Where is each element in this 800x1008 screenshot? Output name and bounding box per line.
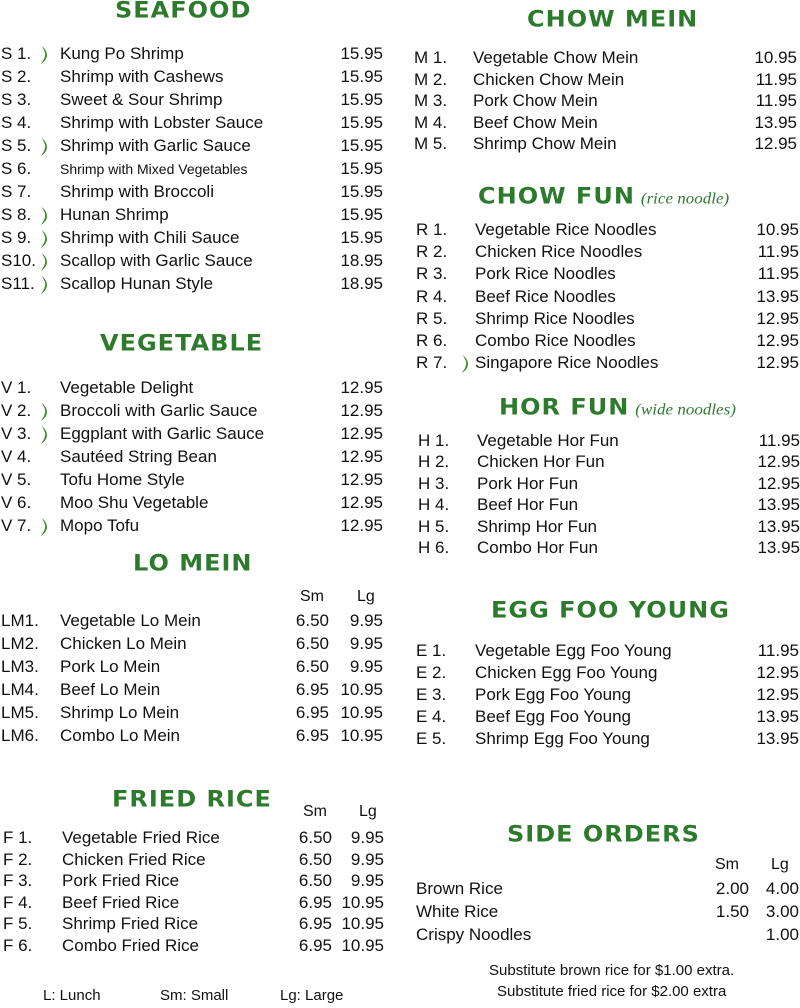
- item-code: V 1.: [1, 378, 32, 397]
- item-name: Vegetable Fried Rice: [62, 828, 220, 847]
- item-name: Vegetable Chow Mein: [473, 48, 639, 67]
- menu-item: [416, 352, 799, 374]
- item-code: S 5.: [1, 136, 32, 155]
- item-name: Mopo Tofu: [60, 516, 140, 535]
- item-code: F 4.: [3, 892, 33, 912]
- menu-item: [3, 849, 384, 871]
- item-code: V 7.: [1, 516, 32, 535]
- item-code: R 5.: [416, 308, 448, 328]
- item-price: 10.95: [754, 48, 797, 67]
- item-code: S 7.: [1, 182, 32, 201]
- item-code: R 1.: [416, 220, 448, 239]
- menu-item: [1, 204, 383, 226]
- item-code: V 3.: [1, 424, 32, 443]
- item-price: 12.95: [340, 493, 383, 512]
- menu-item: [414, 112, 797, 134]
- item-name: Tofu Home Style: [60, 470, 185, 489]
- menu-item: [418, 473, 800, 495]
- item-name: Shrimp Chow Mein: [473, 134, 617, 153]
- menu-item: [1, 273, 383, 295]
- item-price: 13.95: [757, 495, 800, 515]
- item-price-large: 9.95: [350, 828, 384, 847]
- item-name: Shrimp with Chili Sauce: [60, 228, 240, 247]
- item-price: 12.95: [754, 134, 797, 153]
- item-price: 12.95: [340, 516, 383, 535]
- item-price-small: 6.95: [295, 703, 329, 722]
- item-name: Vegetable Lo Mein: [60, 611, 201, 630]
- item-name: Shrimp Lo Mein: [60, 703, 180, 722]
- item-code: F 1.: [3, 828, 33, 847]
- item-code: E 2.: [416, 663, 447, 682]
- menu-item: [416, 924, 799, 946]
- item-price: 15.95: [340, 67, 383, 86]
- item-name: Eggplant with Garlic Sauce: [60, 424, 265, 443]
- item-code: LM5.: [1, 703, 39, 722]
- item-price: 12.95: [757, 473, 800, 493]
- item-price: 12.95: [340, 378, 383, 397]
- item-code: S10.: [1, 251, 36, 270]
- item-code: H 6.: [418, 538, 450, 557]
- item-price-large: 10.95: [341, 892, 384, 912]
- chili-pepper-icon: [39, 206, 49, 226]
- item-name: Shrimp Egg Foo Young: [475, 729, 650, 748]
- item-code: H 1.: [418, 431, 450, 450]
- menu-item: [3, 892, 384, 914]
- item-name: Shrimp with Broccoli: [60, 182, 214, 201]
- item-code: E 5.: [416, 729, 447, 748]
- item-name: Shrimp with Lobster Sauce: [60, 113, 264, 132]
- item-price: 11.95: [757, 641, 799, 660]
- item-code: M 1.: [414, 48, 448, 67]
- item-code: F 3.: [3, 871, 33, 890]
- item-price: 11.95: [758, 431, 800, 450]
- menu-item: [1, 158, 383, 180]
- item-code: H 5.: [418, 516, 450, 536]
- lo-mein-sm-header: Sm: [300, 588, 324, 605]
- item-price: 15.95: [340, 159, 383, 178]
- item-name: Beef Chow Mein: [473, 112, 598, 132]
- item-price: 12.95: [756, 331, 799, 350]
- item-price: 13.95: [757, 516, 800, 536]
- item-code: R 2.: [416, 242, 448, 262]
- egg-foo-young-heading: EGG FOO YOUNG: [491, 597, 730, 623]
- item-name: Vegetable Egg Foo Young: [475, 641, 672, 660]
- item-name: Beef Fried Rice: [62, 892, 180, 912]
- menu-item: [414, 69, 797, 91]
- item-price-large: 9.95: [349, 657, 383, 676]
- item-name: Chicken Lo Mein: [60, 634, 187, 653]
- menu-item: [416, 219, 799, 241]
- menu-item: [418, 451, 800, 473]
- menu-item: [1, 446, 383, 468]
- item-price: 11.95: [757, 242, 799, 262]
- menu-item: [1, 400, 383, 422]
- menu-item: [414, 90, 797, 112]
- item-name: Shrimp with Cashews: [60, 67, 224, 86]
- item-name: Chicken Rice Noodles: [475, 242, 643, 262]
- menu-item: [1, 89, 383, 111]
- item-price: 11.95: [755, 69, 797, 89]
- chili-pepper-icon: [39, 402, 49, 422]
- item-price-small: 6.50: [295, 657, 329, 676]
- item-price-large: 10.95: [340, 703, 383, 722]
- item-price-large: 10.95: [340, 726, 383, 745]
- chili-pepper-icon: [39, 252, 49, 272]
- item-price-small: 6.95: [295, 680, 329, 699]
- menu-item: [1, 423, 383, 445]
- item-name: Brown Rice: [416, 879, 503, 898]
- menu-item: [3, 827, 384, 849]
- side-orders-heading: SIDE ORDERS: [507, 821, 700, 847]
- item-code: S 6.: [1, 159, 32, 178]
- menu-item: [1, 135, 383, 157]
- item-name: Shrimp with Mixed Vegetables: [60, 161, 248, 177]
- lo-mein-heading: LO MEIN: [133, 550, 253, 576]
- fried-rice-lg-header: Lg: [359, 803, 377, 820]
- item-price-large: 1.00: [765, 925, 799, 944]
- item-name: Chicken Fried Rice: [62, 849, 206, 869]
- item-code: S11.: [1, 274, 35, 293]
- menu-item: [416, 330, 799, 352]
- item-price: 12.95: [340, 447, 383, 466]
- item-price: 15.95: [340, 90, 383, 109]
- item-price: 13.95: [754, 112, 797, 132]
- menu-item: [1, 227, 383, 249]
- item-name: Scallop Hunan Style: [60, 274, 214, 293]
- menu-item: [1, 633, 383, 655]
- legend-large: Lg: Large: [280, 987, 344, 1004]
- item-code: LM2.: [1, 634, 39, 653]
- item-price-large: 4.00: [765, 879, 799, 898]
- item-price-small: 6.50: [295, 611, 329, 630]
- item-price: 13.95: [756, 286, 799, 306]
- side-orders-sm-header: Sm: [715, 856, 739, 873]
- menu-item: [416, 241, 799, 263]
- menu-item: [416, 286, 799, 308]
- item-code: S 2.: [1, 67, 32, 86]
- item-name: Moo Shu Vegetable: [60, 493, 209, 512]
- item-code: LM4.: [1, 680, 39, 699]
- menu-item: [416, 878, 799, 900]
- item-price-small: 6.50: [298, 849, 332, 869]
- item-name: Chicken Egg Foo Young: [475, 663, 658, 682]
- item-code: S 8.: [1, 205, 32, 224]
- menu-item: [418, 494, 800, 516]
- menu-item: [3, 913, 384, 935]
- item-name: Kung Po Shrimp: [60, 44, 184, 63]
- item-code: LM3.: [1, 657, 39, 676]
- legend-small: Sm: Small: [160, 987, 229, 1004]
- item-price-small: 6.95: [295, 726, 329, 745]
- item-price: 12.95: [340, 401, 383, 420]
- item-name: Vegetable Rice Noodles: [475, 220, 657, 239]
- item-name: White Rice: [416, 902, 499, 921]
- item-price-large: 9.95: [350, 871, 384, 890]
- item-price: 15.95: [340, 205, 383, 224]
- fried-rice-heading: FRIED RICE: [112, 786, 272, 812]
- item-code: S 4.: [1, 113, 32, 132]
- item-name: Sweet & Sour Shrimp: [60, 90, 223, 109]
- item-name: Combo Fried Rice: [62, 935, 199, 955]
- item-name: Singapore Rice Noodles: [475, 353, 659, 373]
- legend-lunch: L: Lunch: [43, 987, 101, 1004]
- menu-item: [1, 492, 383, 514]
- item-price: 10.95: [756, 220, 799, 239]
- item-code: F 2.: [3, 849, 33, 869]
- chili-pepper-icon: [460, 354, 470, 374]
- chili-pepper-icon: [39, 275, 49, 295]
- item-name: Beef Hor Fun: [477, 495, 579, 515]
- item-price: 11.95: [755, 91, 797, 110]
- item-price-large: 10.95: [340, 680, 383, 699]
- item-code: H 3.: [418, 473, 450, 493]
- item-code: H 4.: [418, 495, 450, 515]
- item-name: Vegetable Delight: [60, 378, 194, 397]
- item-code: V 4.: [1, 447, 32, 466]
- item-code: M 4.: [414, 112, 448, 132]
- item-price-large: 10.95: [341, 914, 384, 933]
- item-price: 15.95: [340, 228, 383, 247]
- item-price: 15.95: [340, 44, 383, 63]
- item-name: Chicken Chow Mein: [473, 69, 625, 89]
- brown-rice-note: Substitute brown rice for $1.00 extra.: [489, 962, 735, 979]
- item-code: E 4.: [416, 707, 447, 726]
- item-name: Beef Egg Foo Young: [475, 707, 631, 726]
- chow-fun-subtitle: (rice noodle): [640, 189, 730, 208]
- item-code: R 7.: [416, 353, 448, 373]
- item-code: E 1.: [416, 641, 447, 660]
- item-price: 15.95: [340, 182, 383, 201]
- menu-item: [1, 112, 383, 134]
- menu-item: [416, 263, 799, 285]
- item-name: Hunan Shrimp: [60, 205, 169, 224]
- menu-item: [416, 901, 799, 923]
- hor-fun-title: HOR FUN: [499, 394, 630, 420]
- item-code: R 3.: [416, 264, 448, 284]
- menu-item: [1, 377, 383, 399]
- item-name: Scallop with Garlic Sauce: [60, 251, 253, 270]
- item-price: 13.95: [756, 707, 799, 726]
- item-code: S 1.: [1, 44, 32, 63]
- item-code: R 4.: [416, 286, 448, 306]
- item-code: V 2.: [1, 401, 32, 420]
- item-name: Shrimp Fried Rice: [62, 914, 199, 933]
- item-name: Pork Chow Mein: [473, 91, 598, 110]
- item-name: Vegetable Hor Fun: [477, 431, 619, 450]
- seafood-heading: SEAFOOD: [115, 0, 252, 23]
- item-price: 12.95: [756, 663, 799, 682]
- menu-item: [1, 656, 383, 678]
- item-price-large: 9.95: [350, 849, 384, 869]
- item-price: 12.95: [756, 353, 799, 373]
- menu-item: [418, 430, 800, 452]
- item-name: Broccoli with Garlic Sauce: [60, 401, 258, 420]
- menu-item: [416, 728, 799, 750]
- item-name: Pork Lo Mein: [60, 657, 161, 676]
- item-price-small: 6.50: [298, 828, 332, 847]
- chow-fun-title: CHOW FUN: [478, 183, 635, 209]
- menu-item: [416, 662, 799, 684]
- item-code: S 9.: [1, 228, 32, 247]
- fried-rice-note: Substitute fried rice for $2.00 extra: [497, 983, 727, 1000]
- item-code: R 6.: [416, 331, 448, 350]
- chili-pepper-icon: [39, 229, 49, 249]
- item-price-small: 6.50: [295, 634, 329, 653]
- vegetable-heading: VEGETABLE: [100, 330, 264, 356]
- item-name: Pork Hor Fun: [477, 473, 579, 493]
- menu-item: [3, 935, 384, 957]
- item-name: Shrimp with Garlic Sauce: [60, 136, 251, 155]
- item-price: 12.95: [756, 685, 799, 704]
- chili-pepper-icon: [39, 425, 49, 445]
- item-price: 18.95: [340, 274, 383, 293]
- menu-item: [1, 43, 383, 65]
- menu-item: [416, 308, 799, 330]
- hor-fun-subtitle: (wide noodles): [635, 400, 736, 419]
- item-price-small: 1.50: [715, 902, 749, 921]
- item-price: 15.95: [340, 136, 383, 155]
- menu-item: [1, 181, 383, 203]
- chili-pepper-icon: [39, 137, 49, 157]
- item-price-small: 6.95: [298, 892, 332, 912]
- item-code: M 2.: [414, 69, 448, 89]
- item-code: M 3.: [414, 91, 448, 110]
- item-code: H 2.: [418, 452, 450, 472]
- menu-item: [416, 684, 799, 706]
- item-name: Pork Rice Noodles: [475, 264, 616, 284]
- item-name: Pork Fried Rice: [62, 871, 180, 890]
- menu-item: [418, 516, 800, 538]
- item-name: Beef Lo Mein: [60, 680, 161, 699]
- item-price-large: 9.95: [349, 611, 383, 630]
- item-price: 13.95: [757, 538, 800, 557]
- item-name: Chicken Hor Fun: [477, 452, 605, 472]
- item-price-small: 6.50: [298, 871, 332, 890]
- menu-item: [418, 537, 800, 559]
- chow-fun-heading: [478, 183, 729, 209]
- item-price-small: 6.95: [298, 935, 332, 955]
- item-price: 12.95: [340, 470, 383, 489]
- item-price: 12.95: [757, 452, 800, 472]
- item-code: M 5.: [414, 134, 448, 153]
- item-name: Pork Egg Foo Young: [475, 685, 631, 704]
- side-orders-lg-header: Lg: [771, 856, 789, 873]
- menu-item: [1, 725, 383, 747]
- menu-item: [3, 870, 384, 892]
- menu-item: [416, 640, 799, 662]
- menu-item: [416, 706, 799, 728]
- menu-item: [1, 66, 383, 88]
- menu-item: [1, 250, 383, 272]
- menu-item: [1, 679, 383, 701]
- item-price-large: 9.95: [349, 634, 383, 653]
- item-price: 15.95: [340, 113, 383, 132]
- chili-pepper-icon: [39, 45, 49, 65]
- menu-item: [1, 702, 383, 724]
- item-price-small: 6.95: [298, 914, 332, 933]
- item-name: Beef Rice Noodles: [475, 286, 616, 306]
- item-price: 13.95: [756, 729, 799, 748]
- item-price-small: 2.00: [715, 879, 749, 898]
- item-price: 18.95: [340, 251, 383, 270]
- item-code: F 6.: [3, 935, 33, 955]
- item-name: Shrimp Rice Noodles: [475, 308, 635, 328]
- item-name: Crispy Noodles: [416, 925, 532, 944]
- chow-mein-heading: CHOW MEIN: [527, 6, 699, 32]
- item-price-large: 3.00: [765, 902, 799, 921]
- item-name: Shrimp Hor Fun: [477, 516, 597, 536]
- item-price: 12.95: [340, 424, 383, 443]
- item-code: V 5.: [1, 470, 32, 489]
- chili-pepper-icon: [39, 517, 49, 537]
- lo-mein-lg-header: Lg: [357, 588, 375, 605]
- item-code: V 6.: [1, 493, 32, 512]
- item-price: 12.95: [756, 308, 799, 328]
- item-price: 11.95: [757, 264, 799, 284]
- menu-item: [1, 469, 383, 491]
- item-name: Sautéed String Bean: [60, 447, 217, 466]
- item-code: S 3.: [1, 90, 32, 109]
- item-code: LM1.: [1, 611, 39, 630]
- item-code: LM6.: [1, 726, 39, 745]
- item-price-large: 10.95: [341, 935, 384, 955]
- item-name: Combo Lo Mein: [60, 726, 181, 745]
- menu-item: [414, 47, 797, 69]
- item-code: E 3.: [416, 685, 447, 704]
- item-name: Combo Rice Noodles: [475, 331, 636, 350]
- menu-item: [414, 133, 797, 155]
- fried-rice-sm-header: Sm: [303, 803, 327, 820]
- menu-item: [1, 610, 383, 632]
- item-code: F 5.: [3, 914, 33, 933]
- item-name: Combo Hor Fun: [477, 538, 598, 557]
- menu-item: [1, 515, 383, 537]
- hor-fun-heading: [499, 394, 736, 420]
